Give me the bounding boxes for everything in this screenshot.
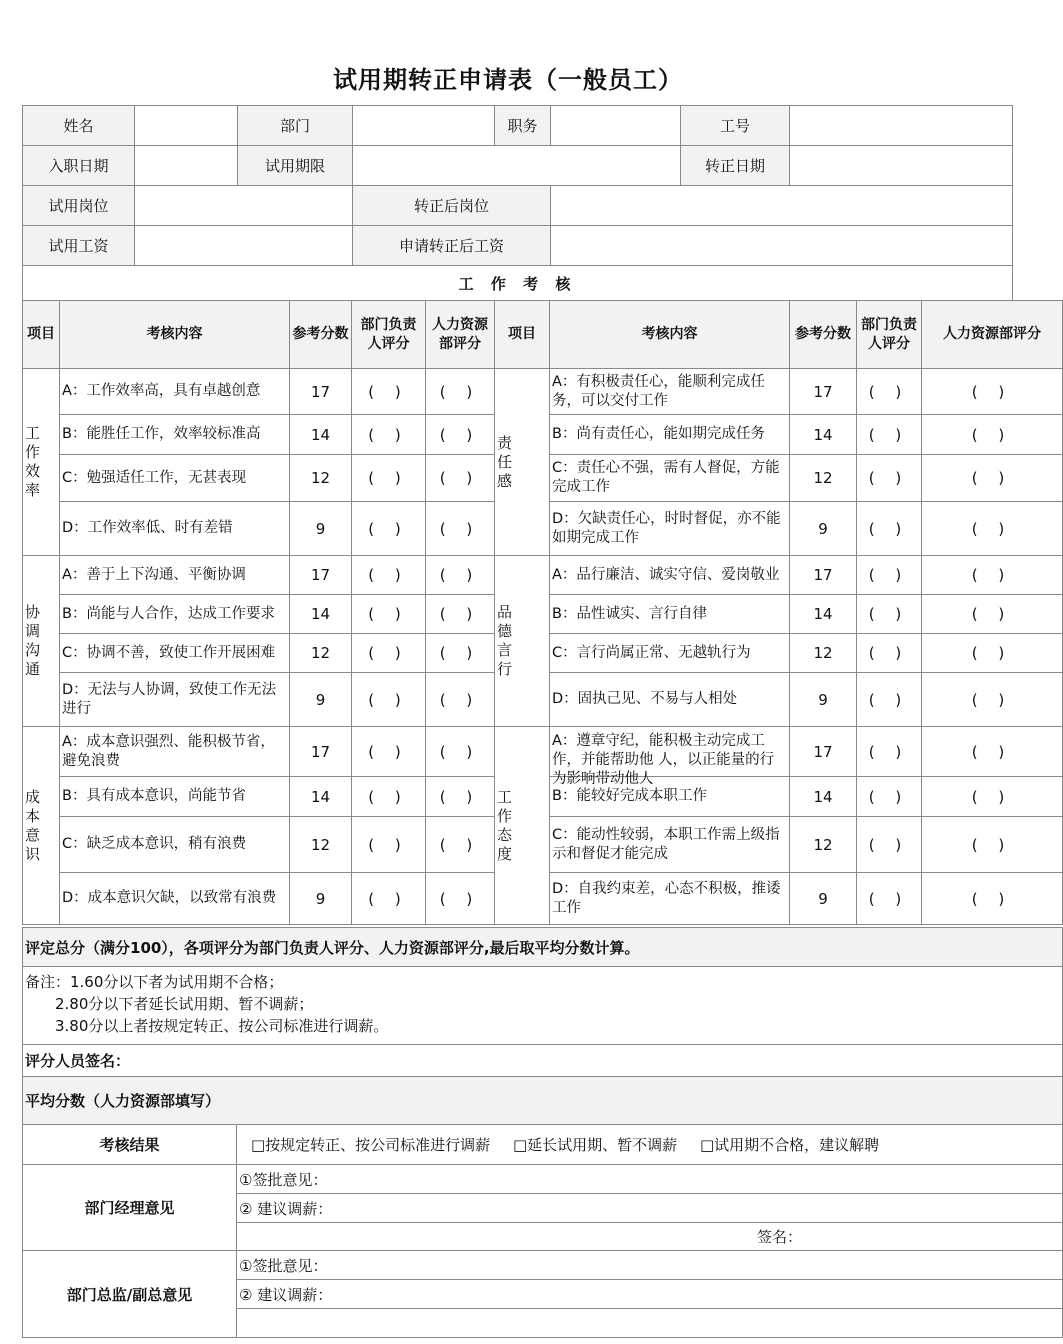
header-item-right: 项目	[495, 301, 550, 369]
reference-score: 12	[790, 817, 857, 873]
criteria-label: C：勉强适任工作，无甚表现	[62, 469, 247, 486]
dept-score-input[interactable]: ( )	[857, 502, 922, 556]
dept-score-input[interactable]: ( )	[352, 556, 426, 595]
reference-score: 14	[290, 595, 352, 634]
dept-score-input[interactable]: ( )	[352, 595, 426, 634]
dept-score-input[interactable]: ( )	[857, 415, 922, 455]
criteria-text	[550, 502, 790, 556]
hire-date-field[interactable]	[135, 146, 238, 186]
hr-score-input[interactable]: ( )	[426, 634, 495, 673]
criteria-label: A：有积极责任心，能顺利完成任务，可以交付工作	[552, 373, 765, 409]
header-dept-score: 部门负责人评分	[352, 301, 426, 369]
category-label: 成本意识	[25, 787, 41, 863]
reference-score: 12	[290, 817, 352, 873]
result-label: 考核结果	[23, 1125, 237, 1165]
dept-score-input[interactable]: ( )	[857, 817, 922, 873]
regular-date-label: 转正日期	[681, 146, 790, 186]
criteria-label: C：责任心不强，需有人督促，方能完成工作	[552, 460, 780, 495]
header-content-right: 考核内容	[550, 301, 790, 369]
dept-label: 部门	[238, 106, 353, 146]
hr-score-input[interactable]: ( )	[426, 415, 495, 455]
category-label: 品德言行	[497, 603, 513, 678]
criteria-text	[550, 415, 790, 455]
result-options	[237, 1125, 1063, 1165]
criteria-text	[60, 777, 290, 817]
reference-score: 17	[290, 727, 352, 777]
criteria-text	[550, 556, 790, 595]
criteria-label: D：自我约束差，心态不积极，推诿工作	[552, 880, 781, 916]
criteria-text	[550, 595, 790, 634]
hr-score-input[interactable]: ( )	[922, 777, 1063, 817]
basic-info-table	[22, 105, 1013, 301]
header-ref-score-right: 参考分数	[790, 301, 857, 369]
reference-score: 9	[290, 873, 352, 925]
criteria-text	[550, 455, 790, 502]
hr-score-input[interactable]: ( )	[922, 415, 1063, 455]
dept-score-input[interactable]: ( )	[352, 817, 426, 873]
hr-score-input[interactable]: ( )	[426, 673, 495, 727]
dept-score-input[interactable]: ( )	[857, 369, 922, 415]
salary-after-label: 申请转正后工资	[353, 226, 551, 266]
category-label: 协调沟通	[25, 603, 41, 678]
hr-score-input[interactable]: ( )	[426, 556, 495, 595]
criteria-label: A：成本意识强烈、能积极节省，避免浪费	[62, 733, 275, 769]
dept-score-input[interactable]: ( )	[352, 502, 426, 556]
category-left-0	[23, 369, 60, 556]
reference-score: 14	[790, 777, 857, 817]
hr-score-input[interactable]: ( )	[922, 595, 1063, 634]
reference-score: 17	[290, 369, 352, 415]
reference-score: 9	[290, 673, 352, 727]
dept-score-input[interactable]: ( )	[857, 777, 922, 817]
post-after-label: 转正后岗位	[353, 186, 551, 226]
hr-score-input[interactable]: ( )	[922, 369, 1063, 415]
dept-score-input[interactable]: ( )	[857, 556, 922, 595]
dept-score-input[interactable]: ( )	[352, 634, 426, 673]
name-field[interactable]	[135, 106, 238, 146]
reference-score: 17	[790, 369, 857, 415]
assessment-header-row	[23, 301, 1063, 369]
hr-score-input[interactable]: ( )	[922, 634, 1063, 673]
reference-score: 9	[790, 873, 857, 925]
criteria-text	[60, 502, 290, 556]
hr-score-input[interactable]: ( )	[426, 817, 495, 873]
header-item: 项目	[23, 301, 60, 369]
result-option-dismiss[interactable]: □试用期不合格，建议解聘	[699, 1136, 880, 1154]
criteria-text	[60, 634, 290, 673]
criteria-text	[60, 455, 290, 502]
reference-score: 12	[290, 455, 352, 502]
manager-opinion-label: 部门经理意见	[23, 1165, 237, 1251]
reference-score: 9	[290, 502, 352, 556]
dept-score-input[interactable]: ( )	[857, 634, 922, 673]
criteria-label: A：品行廉洁、诚实守信、爱岗敬业	[552, 566, 780, 583]
employee-id-field[interactable]	[790, 106, 1013, 146]
criteria-text	[550, 673, 790, 727]
criteria-label: D：欠缺责任心，时时督促，亦不能如期完成工作	[552, 510, 781, 546]
manager-signature-field[interactable]: 签名：	[237, 1223, 1063, 1251]
criteria-label: B：能胜任工作，效率较标准高	[62, 426, 261, 442]
result-option-regular[interactable]: □按规定转正、按公司标准进行调薪	[251, 1136, 491, 1154]
hr-score-input[interactable]: ( )	[922, 873, 1063, 925]
signature-label[interactable]: 评分人员签名：	[23, 1045, 1063, 1077]
dept-score-input[interactable]: ( )	[857, 673, 922, 727]
category-label: 工作效率	[25, 424, 41, 499]
dept-score-input[interactable]: ( )	[352, 415, 426, 455]
criteria-label: D：工作效率低、时有差错	[62, 520, 233, 536]
header-hr-score: 人力资源部评分	[426, 301, 495, 369]
criteria-label: C：言行尚属正常、无越轨行为	[552, 644, 751, 661]
position-label: 职务	[495, 106, 551, 146]
dept-score-input[interactable]: ( )	[352, 777, 426, 817]
hr-score-input[interactable]: ( )	[426, 455, 495, 502]
regular-date-field[interactable]	[790, 146, 1013, 186]
position-field[interactable]	[551, 106, 681, 146]
form-frame	[22, 105, 1041, 1344]
hire-date-label: 入职日期	[23, 146, 135, 186]
hr-score-input[interactable]: ( )	[426, 502, 495, 556]
criteria-text	[550, 727, 790, 787]
criteria-label: C：协调不善，致使工作开展困难	[62, 644, 276, 661]
table-row	[23, 727, 1063, 777]
criteria-text	[60, 415, 290, 455]
probation-salary-label: 试用工资	[23, 226, 135, 266]
reference-score: 14	[290, 415, 352, 455]
category-right-1	[495, 556, 550, 727]
criteria-text	[60, 873, 290, 925]
category-label: 工作态度	[497, 787, 513, 863]
hr-score-input[interactable]: ( )	[922, 556, 1063, 595]
reference-score: 9	[790, 502, 857, 556]
hr-score-input[interactable]: ( )	[922, 673, 1063, 727]
result-option-extend[interactable]: □延长试用期、暂不调薪	[512, 1136, 678, 1154]
criteria-label: A：善于上下沟通、平衡协调	[62, 566, 246, 583]
criteria-label: D：成本意识欠缺，以致常有浪费	[62, 890, 277, 906]
reference-score: 12	[290, 634, 352, 673]
header-hr-score-right: 人力资源部评分	[922, 301, 1063, 369]
page-title: 试用期转正申请表（一般员工）	[333, 66, 683, 94]
criteria-text	[60, 369, 290, 415]
assessment-table	[22, 300, 1063, 925]
category-right-2	[495, 727, 550, 925]
reference-score: 17	[790, 727, 857, 777]
post-after-field[interactable]	[551, 186, 1013, 226]
category-right-0	[495, 369, 550, 556]
dept-score-input[interactable]: ( )	[857, 455, 922, 502]
hr-score-input[interactable]: ( )	[426, 727, 495, 777]
table-row	[23, 369, 1063, 415]
hr-score-input[interactable]: ( )	[426, 873, 495, 925]
director-approve-field[interactable]: ①签批意见：	[237, 1251, 1063, 1280]
average-score-label[interactable]: 平均分数（人力资源部填写）	[23, 1077, 1063, 1125]
criteria-label: C：缺乏成本意识，稍有浪费	[62, 836, 247, 852]
manager-approve-field[interactable]: ①签批意见：	[237, 1165, 1063, 1194]
hr-score-input[interactable]: ( )	[426, 777, 495, 817]
remark-line-2: 2.80分以下者延长试用期、暂不调薪；	[55, 995, 314, 1013]
criteria-label: A：遵章守纪，能积极主动完成工作，并能帮助他 人，以正能量的行为影响带动他人	[552, 732, 775, 787]
hr-score-input[interactable]: ( )	[426, 595, 495, 634]
criteria-text	[550, 873, 790, 925]
criteria-label: B：能较好完成本职工作	[552, 788, 707, 804]
hr-score-input[interactable]: ( )	[922, 727, 1063, 777]
employee-id-label: 工号	[681, 106, 790, 146]
dept-score-input[interactable]: ( )	[352, 873, 426, 925]
reference-score: 14	[790, 595, 857, 634]
assessment-title: 工 作 考 核	[23, 266, 1013, 301]
dept-score-input[interactable]: ( )	[352, 727, 426, 777]
criteria-text	[60, 817, 290, 873]
dept-score-input[interactable]: ( )	[352, 673, 426, 727]
criteria-label: A：工作效率高，具有卓越创意	[62, 383, 261, 399]
criteria-label: D：无法与人协调，致使工作无法进行	[62, 681, 277, 717]
criteria-text	[60, 673, 290, 727]
criteria-text	[550, 634, 790, 673]
hr-score-input[interactable]: ( )	[426, 369, 495, 415]
reference-score: 12	[790, 634, 857, 673]
remark-line-3: 3.80分以上者按规定转正、按公司标准进行调薪。	[55, 1017, 389, 1035]
category-left-1	[23, 556, 60, 727]
reference-score: 9	[790, 673, 857, 727]
category-label: 责任感	[497, 433, 513, 490]
total-score-note: 评定总分（满分100），各项评分为部门负责人评分、人力资源部评分,最后取平均分数计算。	[23, 928, 1063, 967]
dept-score-input[interactable]: ( )	[857, 727, 922, 777]
reference-score: 12	[790, 455, 857, 502]
dept-score-input[interactable]: ( )	[857, 873, 922, 925]
criteria-label: B：尚能与人合作，达成工作要求	[62, 605, 275, 622]
salary-after-field[interactable]	[551, 226, 1013, 266]
header-ref-score: 参考分数	[290, 301, 352, 369]
criteria-text	[550, 369, 790, 415]
hr-score-input[interactable]: ( )	[922, 455, 1063, 502]
probation-salary-field[interactable]	[135, 226, 353, 266]
criteria-label: D：固执己见、不易与人相处	[552, 691, 738, 707]
dept-score-input[interactable]: ( )	[352, 369, 426, 415]
criteria-label: B：品性诚实、言行自律	[552, 605, 707, 622]
hr-score-input[interactable]: ( )	[922, 502, 1063, 556]
name-label: 姓名	[23, 106, 135, 146]
remarks	[23, 967, 1063, 1045]
hr-score-input[interactable]: ( )	[922, 817, 1063, 873]
manager-adjust-field[interactable]: ② 建议调薪：	[237, 1194, 1063, 1223]
probation-post-label: 试用岗位	[23, 186, 135, 226]
director-opinion-label: 部门总监/副总意见	[23, 1251, 237, 1338]
dept-score-input[interactable]: ( )	[352, 455, 426, 502]
criteria-text	[550, 817, 790, 873]
reference-score: 17	[290, 556, 352, 595]
category-left-2	[23, 727, 60, 925]
header-content: 考核内容	[60, 301, 290, 369]
dept-field[interactable]	[353, 106, 495, 146]
probation-period-field[interactable]	[353, 146, 681, 186]
director-signature-row[interactable]	[237, 1309, 1063, 1338]
table-row	[23, 556, 1063, 595]
header-dept-score-right: 部门负责人评分	[857, 301, 922, 369]
dept-score-input[interactable]: ( )	[857, 595, 922, 634]
reference-score: 14	[790, 415, 857, 455]
reference-score: 17	[790, 556, 857, 595]
director-adjust-field[interactable]: ② 建议调薪：	[237, 1280, 1063, 1309]
criteria-text	[60, 556, 290, 595]
criteria-text	[60, 727, 290, 777]
reference-score: 14	[290, 777, 352, 817]
probation-period-label: 试用期限	[238, 146, 353, 186]
remark-line-1: 备注：1.60分以下者为试用期不合格；	[25, 973, 284, 991]
criteria-text	[60, 595, 290, 634]
criteria-label: B：具有成本意识，尚能节省	[62, 788, 246, 804]
summary-table	[22, 927, 1063, 1338]
criteria-label: B：尚有责任心，能如期完成任务	[552, 426, 765, 442]
criteria-label: C：能动性较弱，本职工作需上级指示和督促才能完成	[552, 826, 780, 862]
probation-post-field[interactable]	[135, 186, 353, 226]
